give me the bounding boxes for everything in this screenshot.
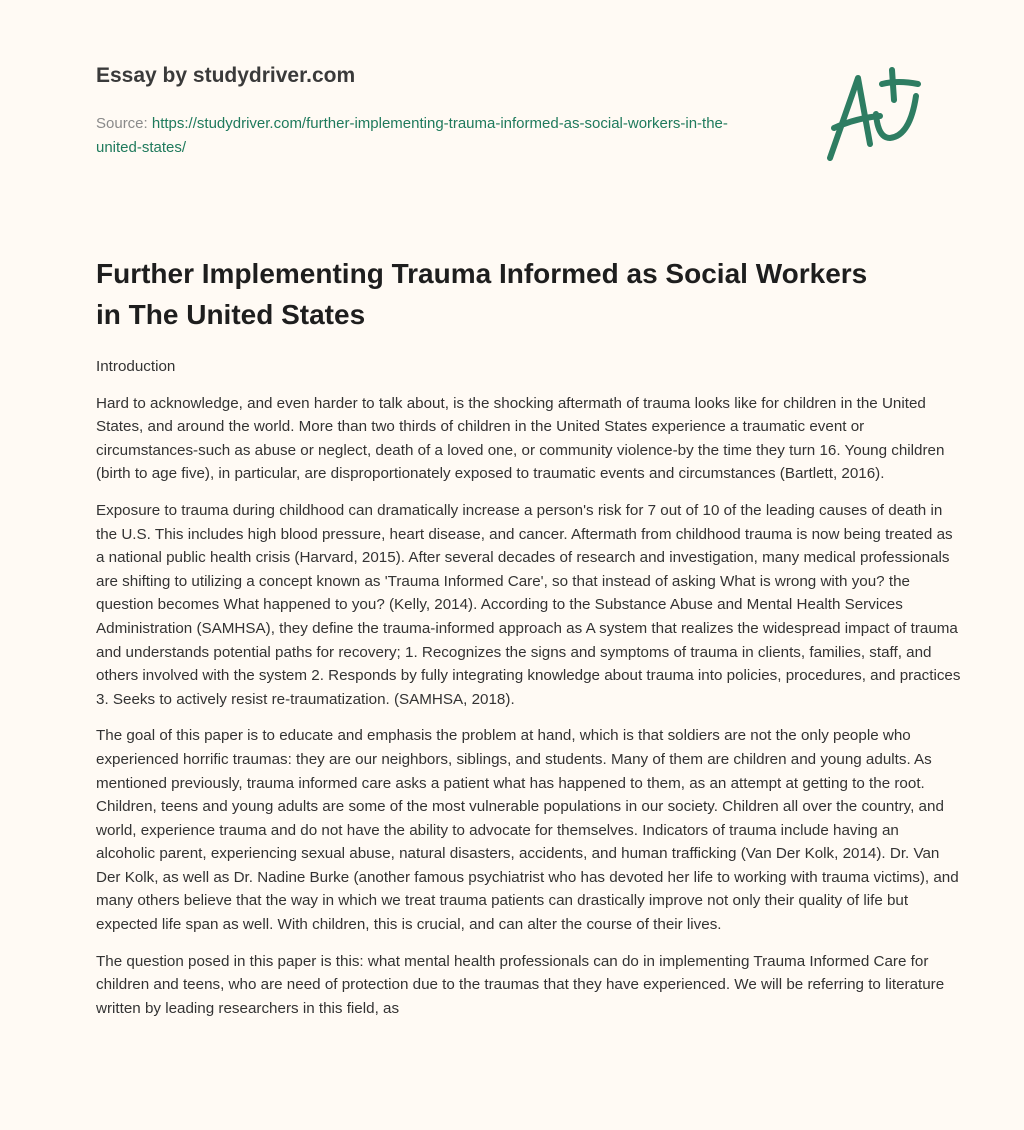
paragraph: The goal of this paper is to educate and emphasis the problem at hand, which is that soldiers are not the only people who experienced horrific traumas: they are our neighbors, siblings, and students. Many of them are children and young adults. As mentioned previously, trauma informed care asks a patient what has happened to them, as an attempt at getting to the root. Children, teens and young adults are some of the most vulnerable populations in our society. Children all over the country, and world, experience trauma and do not have the ability to advocate for themselves. Indicators of trauma include having an alcoholic parent, experiencing sexual abuse, natural disasters, accidents, and human trafficking (Van Der Kolk, 2014). Dr. Van Der Kolk, as well as Dr. Nadine Burke (another famous psychiatrist who has devoted her life to working with trauma victims), and many others believe that the way in which we treat trauma patients can drastically improve not only their quality of life but expected life span as well. With children, this is crucial, and can alter the course of their lives. <box>96 727 959 934</box>
paragraph: The question posed in this paper is this: what mental health professionals can do in implementing Trauma Informed Care for children and teens, who are need of protection due to the traumas that they have experienced. We will be referring to literature written by leading researchers in this field, as <box>96 952 945 1017</box>
article-body <box>96 355 962 1033</box>
paragraph: Exposure to trauma during childhood can dramatically increase a person's risk for 7 out of 10 of the leading causes of death in the U.S. This includes high blood pressure, heart disease, and cancer. Aftermath from childhood trauma is now being treated as a national public health crisis (Harvard, 2015). After several decades of research and investigation, many medical professionals are shifting to utilizing a concept known as 'Trauma Informed Care', so that instead of asking What is wrong with you? the question becomes What happened to you? (Kelly, 2014). According to the Substance Abuse and Mental Health Services Administration (SAMHSA), they define the trauma-informed approach as A system that realizes the widespread impact of trauma and understands potential paths for recovery; 1. Recognizes the signs and symptoms of trauma in clients, families, staff, and others involved with the system 2. Responds by fully integrating knowledge about trauma into policies, procedures, and practices 3. Seeks to actively resist re-traumatization. (SAMHSA, 2018). <box>96 501 961 708</box>
source-link[interactable]: https://studydriver.com/further-implementing-trauma-informed-as-social-workers-in-the-united-states/ <box>96 115 728 156</box>
source-label: Source: <box>96 115 148 132</box>
section-heading: Introduction <box>96 358 176 375</box>
paragraph: Hard to acknowledge, and even harder to talk about, is the shocking aftermath of trauma looks like for children in the United States, and around the world. More than two thirds of children in the United States experience a traumatic event or circumstances-such as abuse or neglect, death of a loved one, or community violence-by the time they turn 16. Young children (birth to age five), in particular, are disproportionately exposed to traumatic events and circumstances (Bartlett, 2016). <box>96 394 945 483</box>
site-label: Essay by studydriver.com <box>96 64 356 87</box>
source-line <box>96 112 736 160</box>
article-title: Further Implementing Trauma Informed as Social Workers in The United States <box>96 258 868 330</box>
a-plus-logo-icon <box>820 66 930 166</box>
